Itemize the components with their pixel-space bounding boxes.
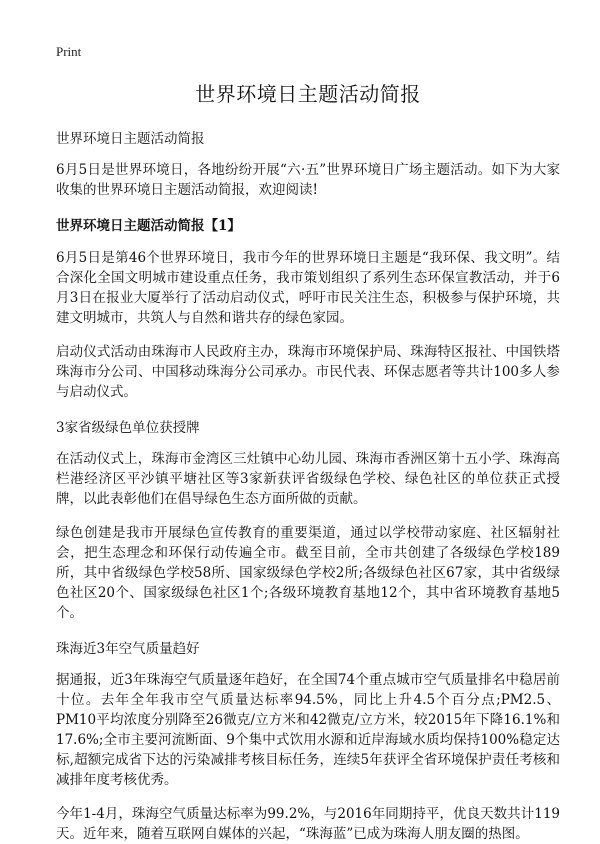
print-link[interactable]: Print: [56, 44, 82, 59]
section-2-heading: 3家省级绿色单位获授牌: [56, 420, 200, 436]
intro-paragraph: 6月5日是世界环境日，各地纷纷开展“六·五”世界环境日广场主题活动。如下为大家收集的世界环境日主题活动简报，欢迎阅读!: [56, 162, 560, 198]
document-subtitle: 世界环境日主题活动简报: [56, 131, 205, 147]
page-title: 世界环境日主题活动简报: [195, 82, 421, 106]
section-1-paragraph-1: 6月5日是第46个世界环境日，我市今年的世界环境日主题是“我环保、我文明”。结合深化全国文明城市建设重点任务，我市策划组织了系列生态环保宣教活动，并于6月3日在报业大厦举行了活动启动仪式，呼吁市民关注生态，积极参与保护环境，共建文明城市，共筑人与自然和谐共存的绿色家园。: [56, 250, 560, 326]
section-2-paragraph-2: 绿色创建是我市开展绿色宣传教育的重要渠道，通过以学校带动家庭、社区辐射社会，把生态理念和环保行动传遍全市。截至目前，全市共创建了各级绿色学校189所，其中省级绿色学校58所、国家级绿色学校2所;各级绿色社区67家，其中省级绿色社区20个、国家级绿色社区1个;各级环境教育基地12个，其中省环境教育基地5个。: [56, 525, 560, 621]
section-3-paragraph-1: 据通报，近3年珠海空气质量逐年趋好，在全国74个重点城市空气质量排名中稳居前十位。去年全年我市空气质量达标率94.5%，同比上升4.5个百分点;PM2.5、PM10平均浓度分别降至26微克/立方米和42微克/立方米，较2015年下降16.1%和17.6%;全市主要河流断面、9个集中式饮用水源和近岸海域水质均保持100%稳定达标,超额完成省下达的污染减排考核目标任务，连续5年获评全省环境保护责任考核和减排年度考核优秀。: [56, 672, 560, 788]
section-2-paragraph-1: 在活动仪式上，珠海市金湾区三灶镇中心幼儿园、珠海市香洲区第十五小学、珠海高栏港经济区平沙镇平塘社区等3家新获评省级绿色学校、绿色社区的单位获正式授牌，以此表彰他们在倡导绿色生态方面所做的贡献。: [56, 451, 560, 507]
section-3-paragraph-2: 今年1-4月，珠海空气质量达标率为99.2%，与2016年同期持平，优良天数共计119天。近年来，随着互联网自媒体的兴起，“珠海蓝”已成为珠海人朋友圈的热图。: [56, 806, 560, 842]
section-1-paragraph-2: 启动仪式活动由珠海市人民政府主办，珠海市环境保护局、珠海特区报社、中国铁塔珠海市分公司、中国移动珠海分公司承办。市民代表、环保志愿者等共计100多人参与启动仪式。: [56, 344, 560, 400]
section-1-heading: 世界环境日主题活动简报【1】: [56, 218, 241, 234]
section-3-heading: 珠海近3年空气质量趋好: [56, 641, 200, 657]
